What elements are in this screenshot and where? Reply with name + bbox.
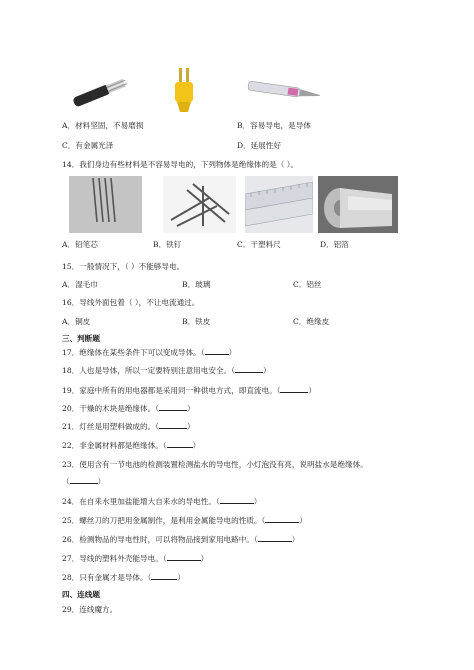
q22 xyxy=(62,441,200,451)
section-heading-matching: 四、连线题 xyxy=(62,590,100,599)
q17-end: ） xyxy=(228,348,237,357)
q16-stem: 16．导线外面包着（ ），不让电流通过。 xyxy=(62,298,200,307)
wire-icon xyxy=(70,72,132,112)
q14-option-b: B．铁钉 xyxy=(153,240,182,249)
q21-text: 21．灯丝是用塑料做成的。（ xyxy=(62,422,159,431)
foil-icon xyxy=(318,176,398,233)
q20-answer-blank[interactable] xyxy=(159,410,187,411)
q25 xyxy=(62,516,307,526)
q15-option-b: B．玻璃 xyxy=(182,280,211,289)
q15-option-a: A．湿毛巾 xyxy=(62,280,98,289)
q19-end: ） xyxy=(308,386,317,395)
q28-end: ） xyxy=(177,573,185,582)
q13-option-b: B．容易导电，是导体 xyxy=(237,121,311,130)
q14-option-d: D．铝箔 xyxy=(320,240,349,249)
section-heading-judge: 三、判断题 xyxy=(62,334,100,343)
q15-option-c: C．铝丝 xyxy=(293,280,322,289)
q27-text: 27．导线的塑料外壳能导电。（ xyxy=(62,554,167,563)
q26 xyxy=(62,535,299,545)
q13-option-a: A．材料坚固，不易磨损 xyxy=(62,121,144,130)
q14-stem: 14．我们身边有些材料是不容易导电的，下列物体是绝缘体的是（ ）。 xyxy=(62,160,299,169)
nails-icon xyxy=(163,176,236,233)
test-pen-icon xyxy=(244,78,324,104)
q25-end: ） xyxy=(299,516,307,525)
q18-answer-blank[interactable] xyxy=(235,372,263,373)
plug-icon xyxy=(168,66,200,114)
q21-end: ） xyxy=(187,422,195,431)
q14-option-c: C．干塑料尺 xyxy=(237,240,281,249)
q14-option-a: A．铅笔芯 xyxy=(62,240,98,249)
q16-option-a: A．铜皮 xyxy=(62,317,91,326)
q24-text: 24．在自来水里加盐能增大自来水的导电性。（ xyxy=(62,497,220,506)
ruler-icon xyxy=(245,176,313,233)
q24 xyxy=(62,497,261,507)
q19-text: 19．家庭中所有的用电器都是采用同一种供电方式，即直流电。（ xyxy=(62,386,281,395)
q27 xyxy=(62,554,208,564)
q24-answer-blank[interactable] xyxy=(220,503,254,504)
q29: 29．连线魔方。 xyxy=(62,605,118,614)
q23-line2 xyxy=(62,477,105,487)
q19 xyxy=(62,386,316,396)
q26-answer-blank[interactable] xyxy=(258,541,292,542)
q18 xyxy=(62,366,271,376)
q17 xyxy=(62,348,236,358)
q26-text: 26．检测物品的导电性时，可以将物品接到家用电路中。（ xyxy=(62,535,258,544)
q18-text: 18．人也是导体，所以一定要特别注意用电安全。（ xyxy=(62,366,235,375)
q17-text: 17．绝缘体在某些条件下可以变成导体。（ xyxy=(62,348,205,357)
q16-option-c: C．绝缘皮 xyxy=(293,317,330,326)
q17-answer-blank[interactable] xyxy=(205,354,229,355)
q23-close: ） xyxy=(97,477,106,486)
q21-answer-blank[interactable] xyxy=(159,428,187,429)
q15-stem: 15．一般情况下，（ ）不能够导电。 xyxy=(62,262,185,271)
q25-answer-blank[interactable] xyxy=(265,522,299,523)
q22-end: ） xyxy=(192,441,201,450)
pencil-lead-icon xyxy=(69,176,142,233)
q24-end: ） xyxy=(253,497,262,506)
q18-end: ） xyxy=(262,366,271,375)
q20-end: ） xyxy=(187,404,195,413)
q22-text: 22．非金属材料都是绝缘体。（ xyxy=(62,441,167,450)
q25-text: 25．螺丝刀的刀把用金属制作，是利用金属能导电的性质。（ xyxy=(62,516,266,525)
q28-answer-blank[interactable] xyxy=(151,579,177,580)
q23-line1: 23．使用含有一节电池的检测装置检测盐水的导电性，小灯泡没有亮，说明盐水是绝缘体。 xyxy=(62,460,368,469)
q21 xyxy=(62,422,195,432)
q20-text: 20．干燥的木块是绝缘体。（ xyxy=(62,404,159,413)
q16-option-b: B．铁皮 xyxy=(182,317,211,326)
q23-open: （ xyxy=(62,477,70,486)
q23-answer-blank[interactable] xyxy=(70,483,98,484)
q13-option-c: C．有金属光泽 xyxy=(62,141,114,150)
q22-answer-blank[interactable] xyxy=(167,447,193,448)
q26-end: ） xyxy=(291,535,300,544)
q28 xyxy=(62,573,185,583)
q27-answer-blank[interactable] xyxy=(167,560,201,561)
q28-text: 28．只有金属才是导体。（ xyxy=(62,573,152,582)
q13-option-d: D．延展性好 xyxy=(237,141,282,150)
q20 xyxy=(62,404,195,414)
q19-answer-blank[interactable] xyxy=(280,392,308,393)
q27-end: ） xyxy=(200,554,209,563)
